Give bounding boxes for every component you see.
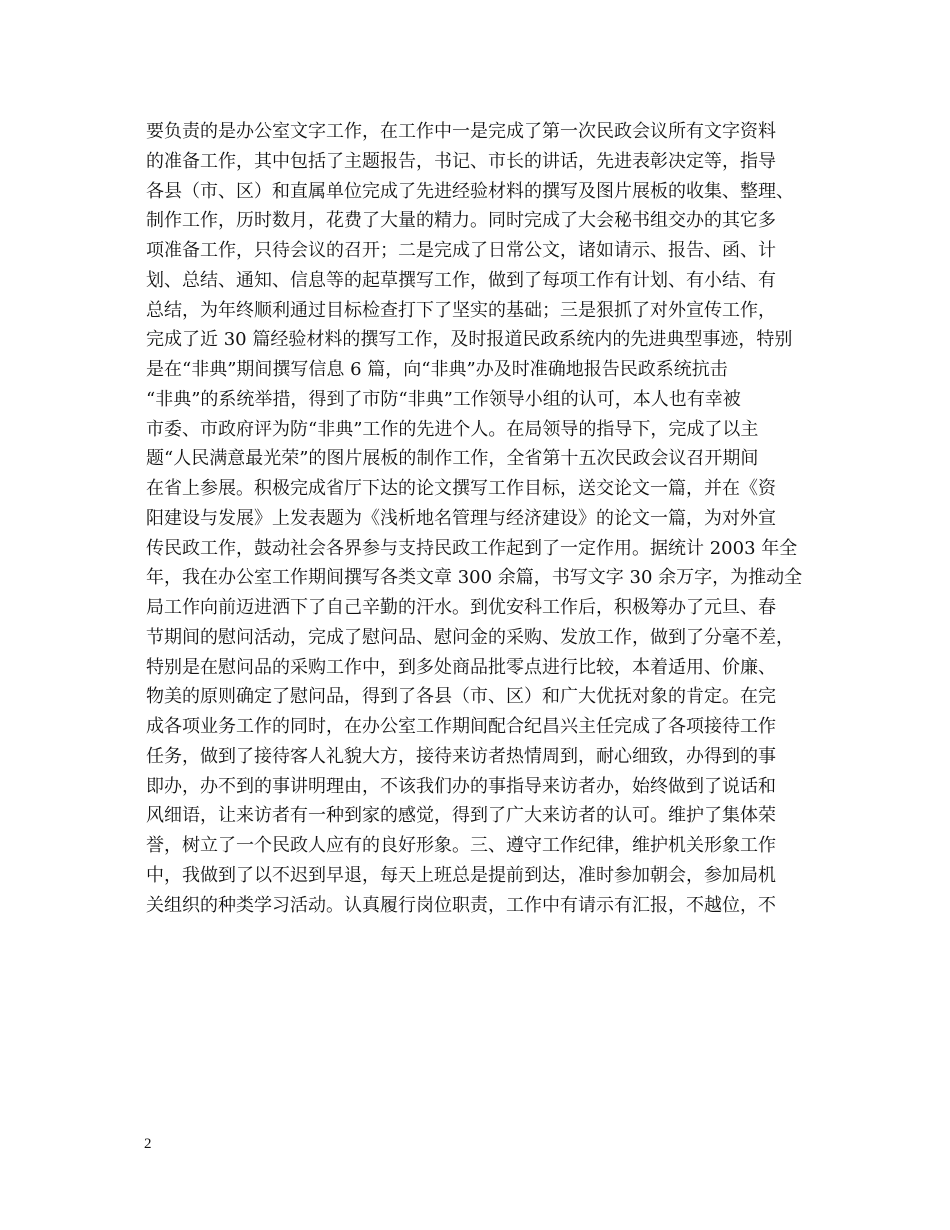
body-text [146,117,811,920]
text-line: 物美的原则确定了慰问品，得到了各县（市、区）和广大优抚对象的肯定。在完 [146,686,776,708]
text-line: 总结，为年终顺利通过目标检查打下了坚实的基础；三是狠抓了对外宣传工作， [146,299,776,321]
text-line: 在省上参展。积极完成省厅下达的论文撰写工作目标，送交论文一篇，并在《资 [146,478,776,499]
text-line: 誉，树立了一个民政人应有的良好形象。三、遵守工作纪律，维护机关形象工作 [146,835,776,856]
text-line: 中，我做到了以不迟到早退，每天上班总是提前到达，准时参加朝会，参加局机 [146,864,776,886]
text-line: 完成了近 30 篇经验材料的撰写工作，及时报道民政系统内的先进典型事迹，特别 [146,329,793,351]
text-line: 风细语，让来访者有一种到家的感觉，得到了广大来访者的认可。维护了集体荣 [146,805,776,827]
text-line: 节期间的慰问活动，完成了慰问品、慰问金的采购、发放工作，做到了分毫不差， [146,626,794,648]
text-line: 关组织的种类学习活动。认真履行岗位职责，工作中有请示有汇报，不越位，不 [146,894,776,916]
text-line: 是在“非典”期间撰写信息 6 篇，向“非典”办及时准确地报告民政系统抗击 [146,359,728,380]
text-line: 即办，办不到的事讲明理由，不该我们办的事指导来访者办，始终做到了说话和 [146,775,776,797]
text-line: “非典”的系统举措，得到了市防“非典”工作领导小组的认可，本人也有幸被 [146,388,741,410]
page-number: 2 [144,1136,152,1152]
text-line: 传民政工作，鼓动社会各界参与支持民政工作起到了一定作用。据统计 2003 年全 [146,537,798,559]
text-line: 各县（市、区）和直属单位完成了先进经验材料的撰写及图片展板的收集、整理、 [146,180,794,202]
text-line: 的准备工作，其中包括了主题报告，书记、市长的讲话，先进表彰决定等，指导 [146,150,776,172]
text-line: 年，我在办公室工作期间撰写各类文章 300 余篇，书写文字 30 余万字，为推动全 [146,567,803,589]
text-line: 特别是在慰问品的采购工作中，到多处商品批零点进行比较，本着适用、价廉、 [146,656,776,678]
text-line: 题“人民满意最光荣”的图片展板的制作工作，全省第十五次民政会议召开期间 [146,448,759,470]
text-line: 任务，做到了接待客人礼貌大方，接待来访者热情周到，耐心细致，办得到的事 [146,745,776,767]
text-line: 成各项业务工作的同时，在办公室工作期间配合纪昌兴主任完成了各项接待工作 [146,716,776,737]
text-line: 要负责的是办公室文字工作，在工作中一是完成了第一次民政会议所有文字资料 [146,121,776,142]
text-line: 市委、市政府评为防“非典”工作的先进个人。在局领导的指导下，完成了以主 [146,418,759,440]
text-line: 制作工作，历时数月，花费了大量的精力。同时完成了大会秘书组交办的其它多 [146,210,776,232]
text-line: 局工作向前迈进洒下了自己辛勤的汗水。到优安科工作后，积极筹办了元旦、春 [146,597,776,618]
text-line: 划、总结、通知、信息等的起草撰写工作，做到了每项工作有计划、有小结、有 [146,269,776,291]
text-line: 阳建设与发展》上发表题为《浅析地名管理与经济建设》的论文一篇，为对外宣 [146,507,776,529]
text-line: 项准备工作，只待会议的召开；二是完成了日常公文，诸如请示、报告、函、计 [146,240,776,261]
